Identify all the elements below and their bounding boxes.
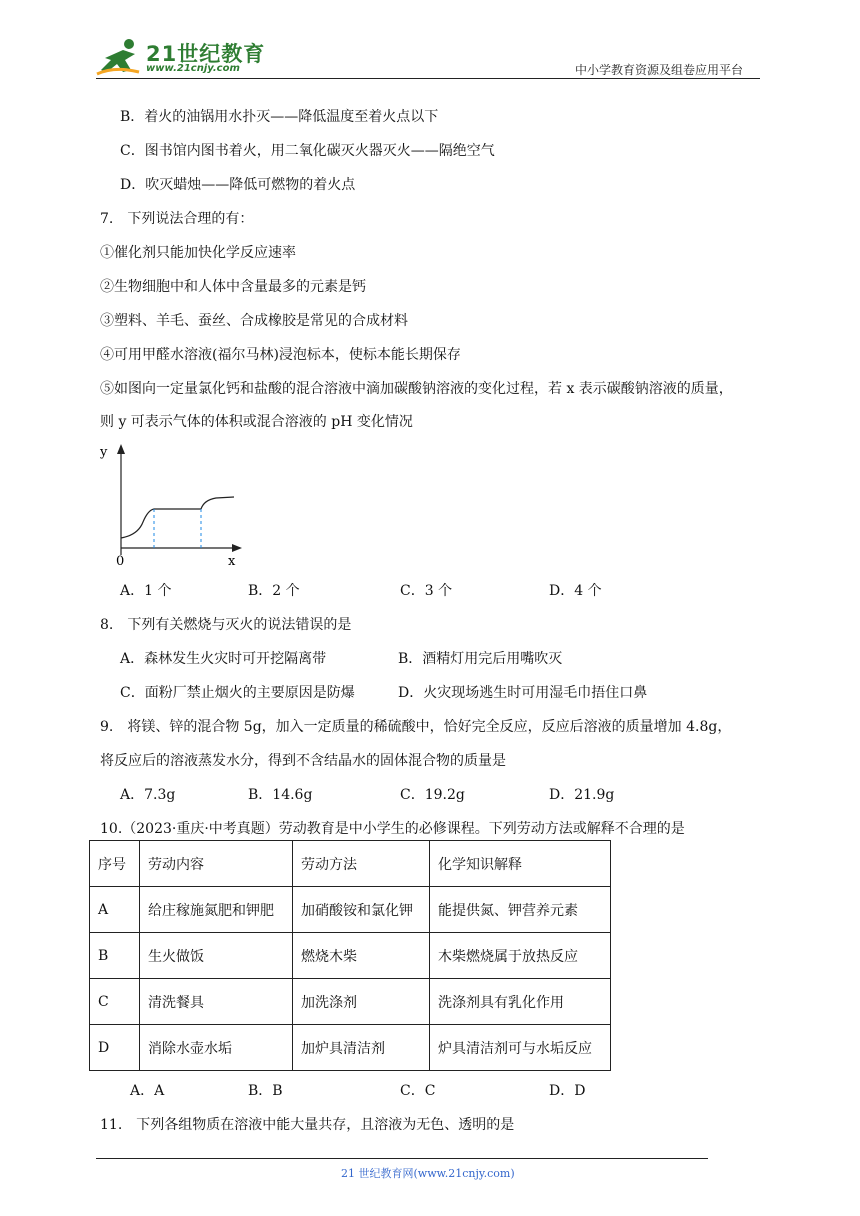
table-cell: A: [90, 887, 140, 933]
q7-item-5-cont: 则 y 可表示气体的体积或混合溶液的 pH 变化情况: [100, 414, 413, 430]
table-header-cell: 劳动内容: [140, 841, 293, 887]
table-cell: 燃烧木柴: [293, 933, 430, 979]
table-header-cell: 劳动方法: [293, 841, 430, 887]
table-cell: 给庄稼施氮肥和钾肥: [140, 887, 293, 933]
footer-link[interactable]: 21 世纪教育网(www.21cnjy.com): [341, 1167, 515, 1180]
runner-logo-icon: [95, 36, 145, 78]
q7-option-b: B．2 个: [248, 583, 300, 599]
q9-stem-line-1: 9. 将镁、锌的混合物 5g，加入一定质量的稀硫酸中，恰好完全反应，反应后溶液的质量增加 4.8g，: [100, 719, 732, 735]
table-cell: 加硝酸铵和氯化钾: [293, 887, 430, 933]
q8-option-c: C．面粉厂禁止烟火的主要原因是防爆: [120, 685, 355, 701]
q8-option-a: A．森林发生火灾时可开挖隔离带: [120, 651, 327, 667]
q7-option-d: D．4 个: [549, 583, 602, 599]
q9-option-c: C．19.2g: [400, 787, 465, 803]
logo-url: www.21cnjy.com: [146, 63, 240, 74]
q7-stem: 7. 下列说法合理的有：: [100, 211, 254, 227]
table-header-cell: 序号: [90, 841, 140, 887]
q8-option-b: B．酒精灯用完后用嘴吹灭: [398, 651, 563, 667]
q11-stem: 11. 下列各组物质在溶液中能大量共存，且溶液为无色、透明的是: [100, 1117, 515, 1133]
table-row: [90, 1025, 611, 1071]
table-cell: 加洗涤剂: [293, 979, 430, 1025]
table-cell: 消除水壶水垢: [140, 1025, 293, 1071]
table-cell: 炉具清洁剂可与水垢反应: [430, 1025, 611, 1071]
q6-option-c: C．图书馆内图书着火，用二氧化碳灭火器灭火——隔绝空气: [120, 143, 495, 159]
y-label: y: [100, 445, 108, 460]
q7-item-3: ③塑料、羊毛、蚕丝、合成橡胶是常见的合成材料: [100, 313, 408, 329]
q10-option-c: C．C: [400, 1083, 436, 1099]
header-divider: [96, 78, 760, 79]
q7-item-5: ⑤如图向一定量氯化钙和盐酸的混合溶液中滴加碳酸钠溶液的变化过程，若 x 表示碳酸钠溶液的质量，: [100, 381, 733, 397]
q9-option-a: A．7.3g: [120, 787, 176, 803]
origin-label: 0: [116, 554, 125, 569]
table-row: [90, 933, 611, 979]
q9-option-d: D．21.9g: [549, 787, 615, 803]
table-cell: 洗涤剂具有乳化作用: [430, 979, 611, 1025]
footer-divider: [96, 1158, 708, 1159]
q7-item-1: ①催化剂只能加快化学反应速率: [100, 245, 296, 261]
q9-option-b: B．14.6g: [248, 787, 313, 803]
table-cell: 能提供氮、钾营养元素: [430, 887, 611, 933]
q7-item-4: ④可用甲醛水溶液(福尔马林)浸泡标本，使标本能长期保存: [100, 347, 461, 363]
table-cell: 生火做饭: [140, 933, 293, 979]
q8-stem: 8. 下列有关燃烧与灭火的说法错误的是: [100, 617, 352, 633]
q10-option-a: A．A: [130, 1083, 165, 1099]
table-cell: 清洗餐具: [140, 979, 293, 1025]
logo-brand: 21世纪教育: [146, 42, 266, 66]
q10-option-b: B．B: [248, 1083, 283, 1099]
x-axis-arrow-icon: [232, 544, 242, 552]
x-label: x: [228, 554, 236, 569]
table-cell: C: [90, 979, 140, 1025]
table-cell: 加炉具清洁剂: [293, 1025, 430, 1071]
q6-option-b: B．着火的油锅用水扑灭——降低温度至着火点以下: [120, 109, 439, 125]
table-row: [90, 887, 611, 933]
y-axis-arrow-icon: [117, 444, 125, 454]
table-row: [90, 979, 611, 1025]
q8-option-d: D．火灾现场逃生时可用湿毛巾捂住口鼻: [398, 685, 648, 701]
q10-option-d: D．D: [549, 1083, 586, 1099]
q7-option-a: A．1 个: [120, 583, 172, 599]
q9-stem-line-2: 将反应后的溶液蒸发水分，得到不含结晶水的固体混合物的质量是: [100, 753, 506, 769]
table-cell: B: [90, 933, 140, 979]
q7-option-c: C．3 个: [400, 583, 453, 599]
curve: [121, 497, 234, 538]
table-header-cell: 化学知识解释: [430, 841, 611, 887]
q10-stem: 10.（2023·重庆·中考真题）劳动教育是中小学生的必修课程。下列劳动方法或解释不合理的是: [100, 821, 685, 837]
table-cell: D: [90, 1025, 140, 1071]
q7-item-2: ②生物细胞中和人体中含量最多的元素是钙: [100, 279, 366, 295]
table-header-row: [90, 841, 611, 887]
q10-table: [89, 840, 611, 1071]
q7-graph: [96, 440, 256, 570]
platform-title: 中小学教育资源及组卷应用平台: [575, 63, 744, 77]
q6-option-d: D．吹灭蜡烛——降低可燃物的着火点: [120, 177, 356, 193]
table-cell: 木柴燃烧属于放热反应: [430, 933, 611, 979]
